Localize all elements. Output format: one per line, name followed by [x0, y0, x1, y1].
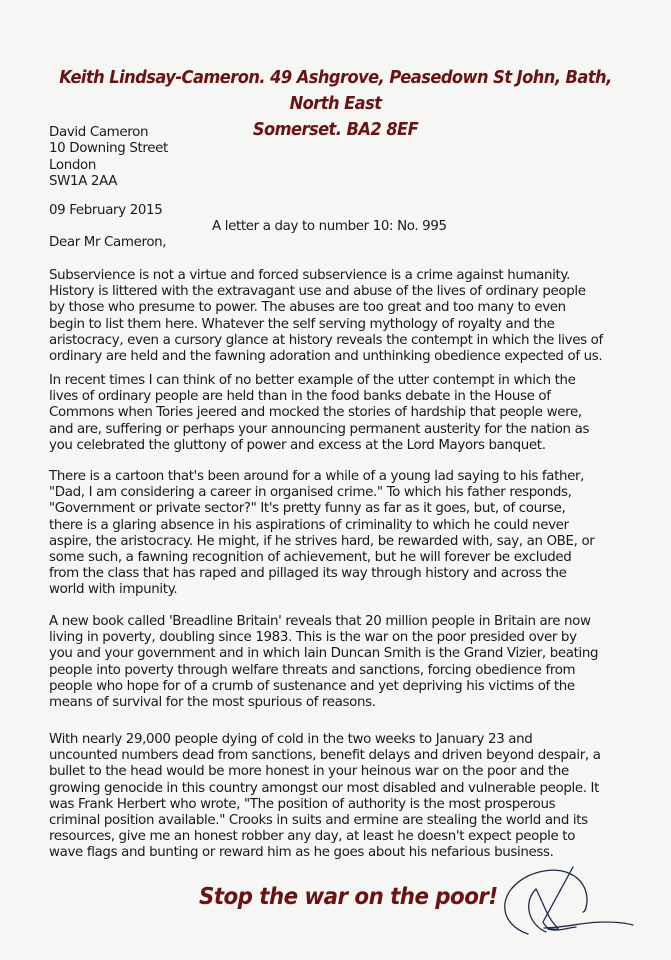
paragraph-line: criminal position available." Crooks in suits and ermine are stealing the world and its [49, 813, 588, 829]
paragraph-line: and are, suffering or perhaps your announcing permanent austerity for the nation as [49, 421, 590, 437]
paragraph-line: from the class that has raped and pillaged its way through history and across the [49, 566, 567, 582]
paragraph-line: A new book called 'Breadline Britain' reveals that 20 million people in Britain are now [49, 614, 591, 629]
paragraph-1 [49, 268, 649, 365]
paragraph-line: there is a glaring absence in his aspirations of criminality to which he could never [49, 517, 569, 533]
paragraph-line: There is a cartoon that's been around for a while of a young lad saying to his father, [49, 469, 585, 484]
paragraph-line: lives of ordinary people are held than in the food banks debate in the House of [49, 389, 551, 405]
recipient-address [49, 125, 168, 191]
paragraph-line: History is littered with the extravagant use and abuse of the lives of ordinary people [49, 284, 586, 300]
signature-icon [488, 862, 638, 937]
paragraph-line: was Frank Herbert who wrote, "The position of authority is the most prosperous [49, 796, 556, 812]
letter-number: A letter a day to number 10: No. 995 [212, 219, 447, 234]
letter-date: 09 February 2015 [49, 203, 163, 218]
paragraph-line: you and your government and in which Iain Duncan Smith is the Grand Vizier, beating [49, 646, 599, 662]
paragraph-line: aristocracy, even a cursory glance at history reveals the contempt in which the lives of [49, 332, 603, 348]
paragraph-line: Subservience is not a virtue and forced subservience is a crime against humanity. [49, 268, 570, 283]
paragraph-line: some such, a fawning recognition of achievement, but he will forever be excluded [49, 550, 572, 566]
recipient-city: London [49, 157, 96, 173]
recipient-postcode: SW1A 2AA [49, 174, 118, 190]
recipient-name: David Cameron [49, 125, 149, 140]
paragraph-line: living in poverty, doubling since 1983. This is the war on the poor presided over by [49, 630, 577, 646]
paragraph-line: people into poverty through welfare threats and sanctions, forcing obedience from [49, 662, 576, 678]
signature-stroke [544, 922, 633, 928]
paragraph-line: begin to list them here. Whatever the self serving mythology of royalty and the [49, 316, 555, 332]
paragraph-line: you celebrated the gluttony of power and excess at the Lord Mayors banquet. [49, 437, 546, 453]
letterhead-line-2: Somerset. BA2 8EF [252, 120, 419, 140]
paragraph-2 [49, 373, 649, 454]
paragraph-line: "Dad, I am considering a career in organised crime." To which his father responds, [49, 485, 572, 501]
paragraph-5 [49, 732, 649, 862]
signature-stroke [543, 867, 573, 929]
paragraph-line: aspire, the aristocracy. He might, if he strives hard, be rewarded with, say, an OBE, or [49, 533, 595, 549]
closing-slogan: Stop the war on the poor! [199, 884, 498, 910]
salutation: Dear Mr Cameron, [49, 235, 167, 250]
paragraph-line: means of survival for the most spurious of reasons. [49, 695, 376, 711]
paragraph-line: world with impunity. [49, 582, 178, 598]
paragraph-3 [49, 469, 649, 599]
paragraph-line: "Government or private sector?" It's pretty funny as far as it goes, but, of course, [49, 501, 566, 517]
paragraph-line: growing genocide in this country amongst our most disabled and vulnerable people. It [49, 780, 600, 796]
paragraph-line: resources, give me an honest robber any day, at least he doesn't expect people to [49, 829, 576, 845]
paragraph-line: ordinary are held and the fawning adoration and unthinking obedience expected of us. [49, 349, 603, 365]
paragraph-line: Commons when Tories jeered and mocked the stories of hardship that people were, [49, 405, 582, 421]
paragraph-line: bullet to the head would be more honest in your heinous war on the poor and the [49, 764, 569, 780]
paragraph-line: wave flags and bunting or reward him as he goes about his nefarious business. [49, 845, 554, 861]
paragraph-line: people who hope for of a crumb of sustenance and yet depriving his victims of the [49, 678, 575, 694]
paragraph-line: uncounted numbers dead from sanctions, benefit delays and driven beyond despair, a [49, 748, 601, 764]
paragraph-line: With nearly 29,000 people dying of cold in the two weeks to January 23 and [49, 732, 533, 747]
recipient-street: 10 Downing Street [49, 141, 168, 157]
paragraph-4 [49, 614, 649, 711]
paragraph-line: by those who presume to power. The abuses are too great and too many to even [49, 300, 566, 316]
letterhead-line-1: Keith Lindsay-Cameron. 49 Ashgrove, Peasedown St John, Bath, North East [59, 68, 612, 114]
signature-stroke [529, 889, 558, 932]
paragraph-line: In recent times I can think of no better example of the utter contempt in which the [49, 373, 576, 388]
